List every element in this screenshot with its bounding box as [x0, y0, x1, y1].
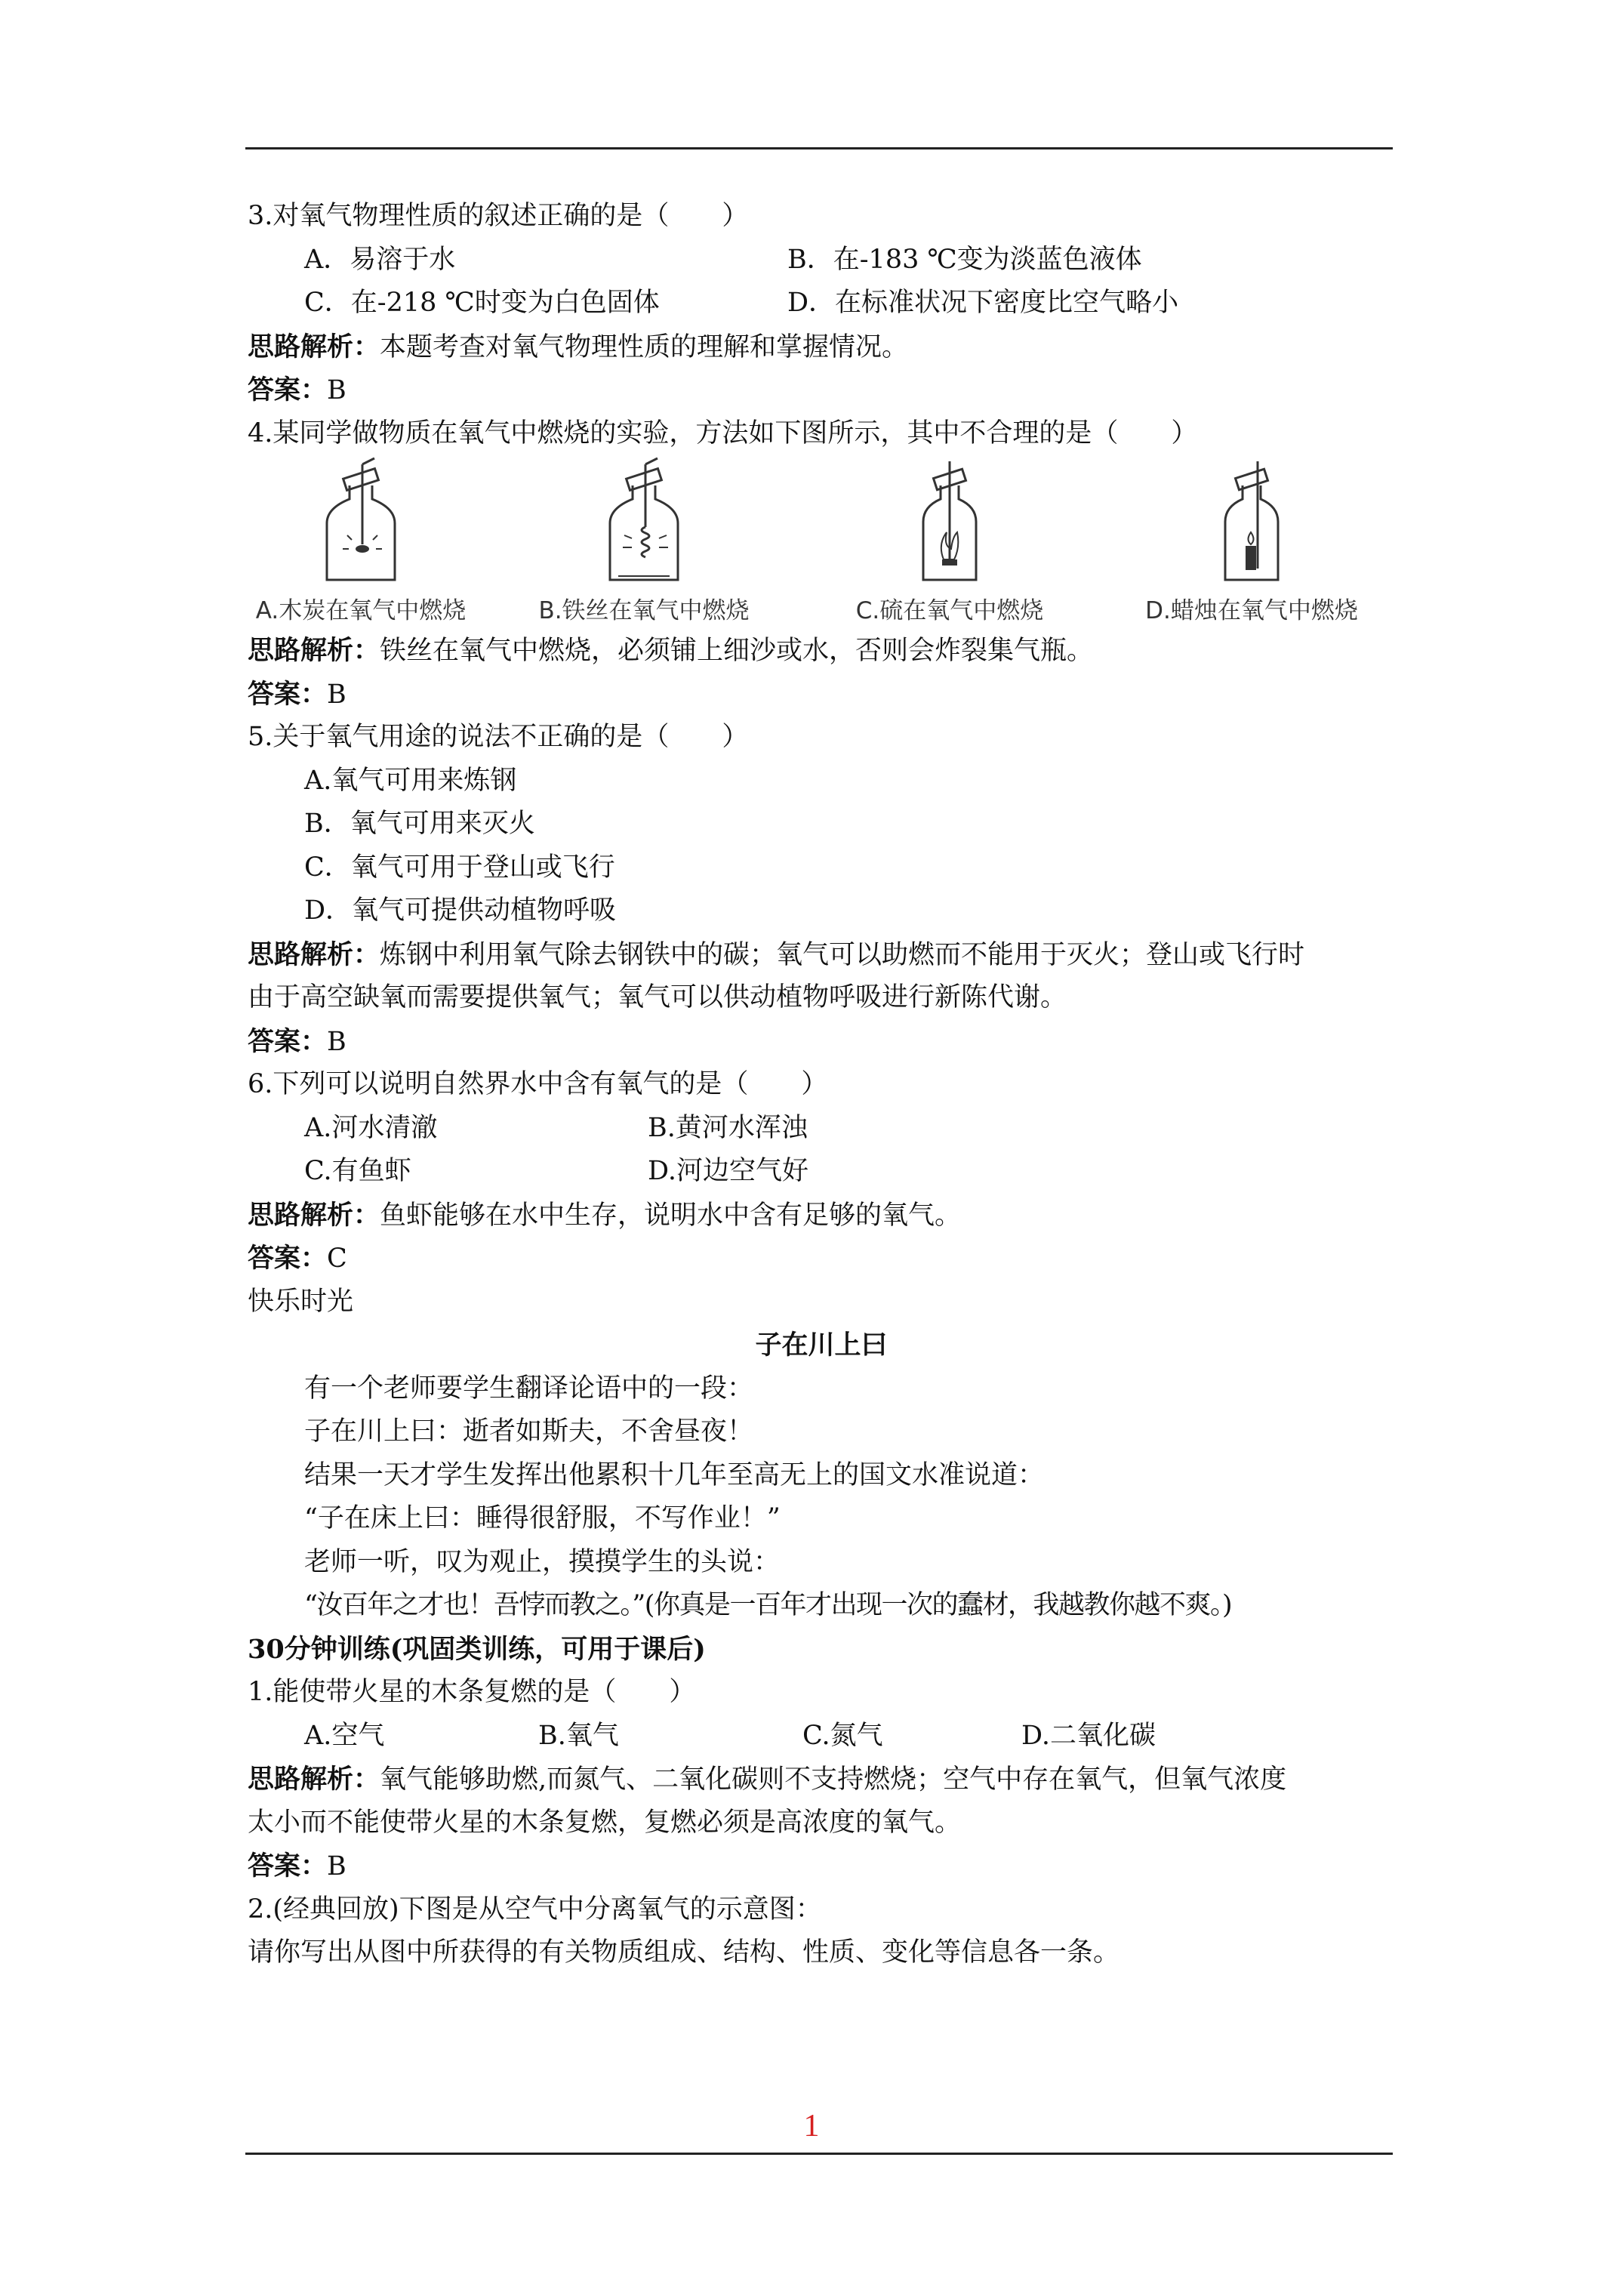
- q6-analysis-label: 思路解析：: [248, 1199, 380, 1231]
- q3-option-c: C．在-218 ℃时变为白色固体: [304, 288, 660, 318]
- joke-line-3: 结果一天才学生发挥出他累积十几年至高无上的国文水准说道：: [304, 1459, 1045, 1490]
- q6-answer-value: C: [327, 1244, 347, 1274]
- q4-analysis-text: 铁丝在氧气中燃烧，必须铺上细沙或水，否则会炸裂集气瓶。: [380, 636, 1094, 666]
- section-30min-heading: 30分钟训练(巩固类训练，可用于课后): [248, 1633, 706, 1665]
- joke-section-label: 快乐时光: [248, 1286, 354, 1317]
- joke-line-2: 子在川上曰：逝者如斯夫，不舍昼夜！: [304, 1416, 754, 1447]
- q4-answer-value: B: [327, 679, 346, 710]
- s2-stem: 2.(经典回放)下图是从空气中分离氧气的示意图：: [248, 1894, 822, 1925]
- q6-option-b: B.黄河水浑浊: [648, 1112, 808, 1143]
- q6-analysis-text: 鱼虾能够在水中生存，说明水中含有足够的氧气。: [380, 1200, 962, 1231]
- q4-answer-label: 答案：: [248, 678, 328, 710]
- s1-analysis: [248, 1758, 1395, 1801]
- q6-option-a: A.河水清澈: [304, 1112, 438, 1143]
- joke-line-4: “子在床上曰：睡得很舒服，不写作业！”: [304, 1503, 781, 1533]
- s1-analysis-text-2: 太小而不能使带火星的木条复燃，复燃必须是高浓度的氧气。: [248, 1807, 962, 1838]
- s1-analysis-text-1: 氧气能够助燃,而氮气、二氧化碳则不支持燃烧；空气中存在氧气，但氧气浓度: [380, 1764, 1287, 1795]
- q5-option-b: B．氧气可用来灭火: [304, 809, 535, 839]
- q5-option-c: C．氧气可用于登山或飞行: [304, 852, 615, 883]
- s1-answer: [248, 1845, 1395, 1888]
- s1-option-b: B.氧气: [538, 1720, 619, 1751]
- header-rule: [245, 147, 1393, 149]
- q3-stem: 3.对氧气物理性质的叙述正确的是（ ）: [248, 201, 749, 231]
- q5-answer-label: 答案：: [248, 1025, 328, 1057]
- q4-caption-c: C.硫在氧气中燃烧: [855, 597, 1044, 624]
- candle-bottle-icon: [1206, 455, 1297, 584]
- q5-option-d: D．氧气可提供动植物呼吸: [304, 895, 617, 926]
- q4-figure-b: [523, 455, 765, 629]
- s1-analysis-label: 思路解析：: [248, 1764, 380, 1795]
- document-body: [248, 195, 1395, 1975]
- sulfur-bottle-icon: [904, 455, 995, 584]
- s1-answer-value: B: [327, 1851, 346, 1881]
- q4-figure-row: [248, 455, 1395, 629]
- s2-text: 请你写出从图中所获得的有关物质组成、结构、性质、变化等信息各一条。: [248, 1937, 1120, 1968]
- q4-analysis-label: 思路解析：: [248, 635, 380, 666]
- q3-answer-value: B: [327, 375, 346, 405]
- s1-option-c: C.氮气: [802, 1720, 883, 1751]
- iron-wire-bottle-icon: [599, 455, 689, 584]
- footer-rule: [245, 2153, 1393, 2155]
- s1-option-d: D.二氧化碳: [1021, 1720, 1156, 1751]
- s1-answer-label: 答案：: [248, 1851, 328, 1881]
- q3-answer: [248, 368, 1395, 412]
- s1-option-a: A.空气: [304, 1720, 385, 1751]
- q6-option-d: D.河边空气好: [648, 1156, 808, 1186]
- q3-option-a: A．易溶于水: [304, 244, 456, 275]
- joke-line-6: “汝百年之才也！吾悖而教之。”(你真是一百年才出现一次的蠢材，我越教你越不爽。): [304, 1590, 1232, 1620]
- q6-stem: 6.下列可以说明自然界水中含有氧气的是（ ）: [248, 1069, 828, 1099]
- q6-answer: [248, 1237, 1395, 1281]
- q4-answer: [248, 673, 1395, 717]
- q5-analysis: [248, 933, 1395, 977]
- q3-analysis-text: 本题考查对氧气物理性质的理解和掌握情况。: [380, 331, 909, 362]
- q3-options-row-1: [248, 239, 1395, 282]
- s1-stem: 1.能使带火星的木条复燃的是（ ）: [248, 1677, 696, 1707]
- q5-option-a: A.氧气可用来炼钢: [304, 765, 517, 796]
- joke-line-5: 老师一听，叹为观止，摸摸学生的头说：: [304, 1546, 781, 1577]
- q5-answer: [248, 1020, 1395, 1064]
- q5-analysis-label: 思路解析：: [248, 938, 380, 970]
- q3-option-d: D．在标准状况下密度比空气略小: [787, 288, 1179, 318]
- q3-analysis: [248, 325, 1395, 369]
- q5-analysis-text-1: 炼钢中利用氧气除去钢铁中的碳；氧气可以助燃而不能用于灭火；登山或飞行时: [380, 939, 1305, 970]
- q4-caption-d: D.蜡烛在氧气中燃烧: [1145, 597, 1358, 624]
- q4-caption-a: A.木炭在氧气中燃烧: [255, 597, 467, 624]
- q6-answer-label: 答案：: [248, 1243, 328, 1274]
- q4-stem: 4.某同学做物质在氧气中燃烧的实验，方法如下图所示，其中不合理的是（ ）: [248, 418, 1198, 448]
- q5-stem: 5.关于氧气用途的说法不正确的是（ ）: [248, 722, 749, 752]
- page-number: 1: [803, 2109, 820, 2143]
- q3-option-b: B．在-183 ℃变为淡蓝色液体: [787, 244, 1142, 275]
- joke-line-1: 有一个老师要学生翻译论语中的一段：: [304, 1373, 754, 1404]
- q4-figure-c: [829, 455, 1070, 629]
- q4-caption-b: B.铁丝在氧气中燃烧: [538, 597, 750, 624]
- q4-figure-a: [240, 455, 482, 629]
- q3-analysis-label: 思路解析：: [248, 331, 380, 362]
- charcoal-bottle-icon: [316, 455, 406, 584]
- q3-options-row-2: [248, 282, 1395, 325]
- q4-figure-d: [1131, 455, 1372, 629]
- joke-title: 子在川上曰: [755, 1330, 888, 1361]
- q6-options-row-2: [248, 1150, 1395, 1194]
- q3-answer-label: 答案：: [248, 374, 328, 405]
- q6-option-c: C.有鱼虾: [304, 1156, 411, 1186]
- q6-options-row-1: [248, 1107, 1395, 1151]
- q4-analysis: [248, 629, 1395, 673]
- q6-analysis: [248, 1194, 1395, 1237]
- q5-answer-value: B: [327, 1026, 346, 1057]
- q5-analysis-text-2: 由于高空缺氧而需要提供氧气；氧气可以供动植物呼吸进行新陈代谢。: [248, 982, 1067, 1012]
- s1-options-row: [248, 1715, 1395, 1758]
